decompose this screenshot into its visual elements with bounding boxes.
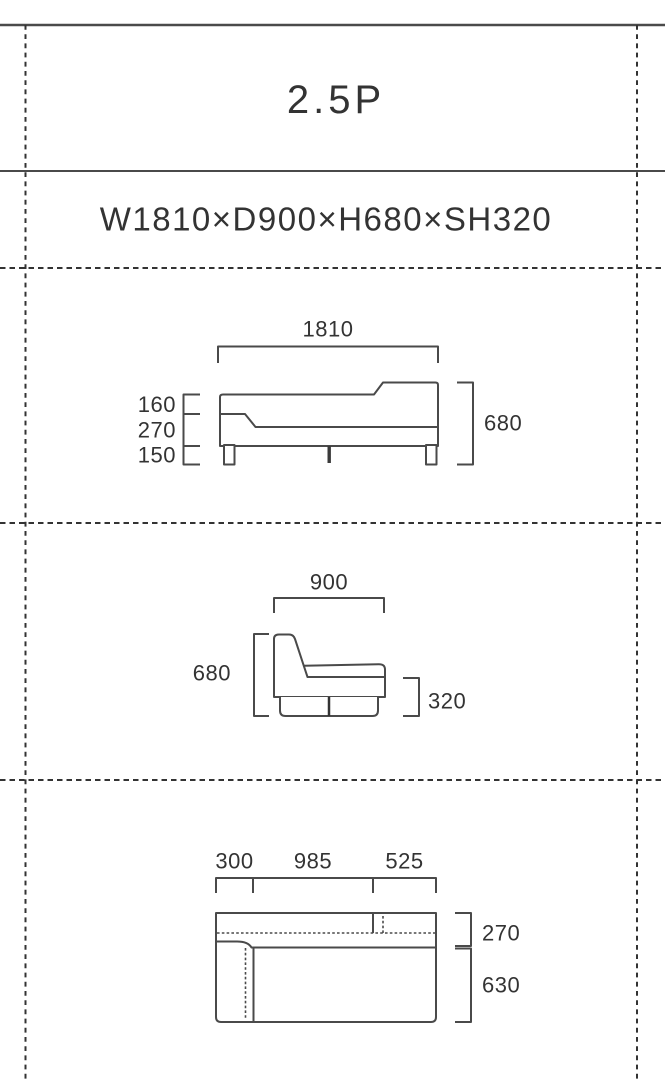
front-dim-160: 160 (137, 392, 176, 417)
top-dim-985: 985 (293, 848, 333, 874)
page-title: 2.5P (286, 78, 386, 122)
front-width-label: 1810 (302, 316, 354, 342)
front-middle-leg (328, 446, 331, 463)
top-sofa-outline (216, 913, 436, 1022)
front-height-bracket (457, 383, 473, 465)
front-view (138, 317, 522, 468)
top-dim-300: 300 (215, 848, 254, 874)
front-sofa-outline (220, 383, 438, 447)
side-height-label: 680 (192, 660, 231, 686)
side-depth-label: 900 (309, 569, 349, 595)
front-right-leg (426, 445, 437, 465)
top-seat-depth-bracket (455, 949, 471, 1023)
front-width-bracket (218, 347, 438, 364)
side-depth-bracket (274, 598, 384, 613)
front-height-label: 680 (484, 410, 523, 436)
front-left-leg (224, 445, 235, 465)
top-back-depth-bracket (455, 913, 471, 946)
top-width-bracket (216, 878, 436, 893)
spec-text: W1810×D900×H680×SH320 (99, 200, 553, 238)
top-back-depth-label: 270 (482, 920, 521, 946)
side-sofa-outline (274, 635, 385, 698)
side-height-bracket (254, 634, 269, 716)
front-dim-150: 150 (137, 442, 176, 468)
side-seat-height-label: 320 (428, 688, 467, 714)
top-dim-525: 525 (385, 848, 424, 874)
top-view (215, 849, 520, 1023)
side-view (193, 570, 466, 717)
top-seat-depth-label: 630 (482, 972, 521, 998)
front-left-bracket (184, 395, 201, 465)
side-seat-height-bracket (403, 678, 419, 716)
front-dim-270: 270 (137, 417, 176, 443)
